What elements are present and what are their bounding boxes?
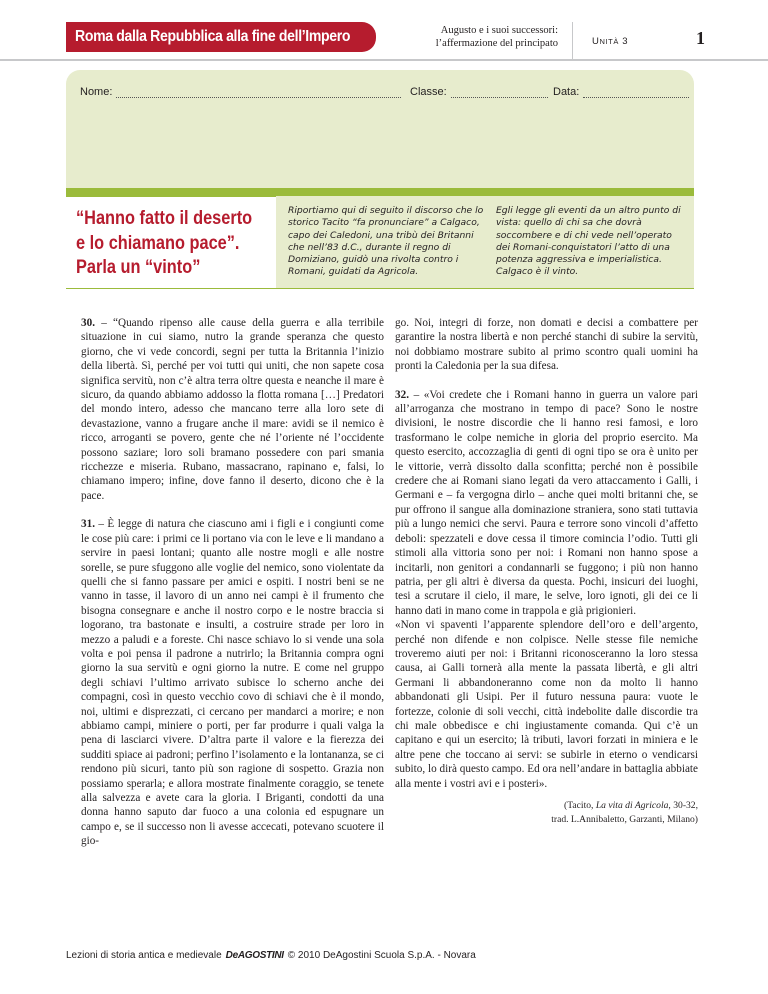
text-column-right [395,316,698,827]
nome-blank[interactable] [116,88,401,98]
title-rule [66,288,694,289]
page-number: 1 [696,28,705,48]
book-title: Roma dalla Repubblica alla fine dell’Impero [75,28,351,45]
publisher-logo: DeAGOSTINI [225,950,284,961]
footer-book-title: Lezioni di storia antica e medievale [66,950,222,961]
data-field[interactable] [553,86,689,98]
nome-field[interactable] [80,86,401,98]
classe-label: Classe: [410,86,447,98]
paragraph-31-continued: go. Noi, integri di forze, non domati e decisi a combattere per garantire la nostra libertà e non perché stanchi di subire la servitù, noi dobbiamo mostrare subito al primo scontro quali uomini ha pronti la Caledonia per la sua difesa. [395,317,698,373]
text-column-left [81,316,384,849]
paragraph-32-b: «Non vi spaventi l’apparente splendore dell’oro e dell’argento, perché non difende e non colpisce. Nelle stesse file nemiche troveremo aiuti per noi: i Britanni riconosceranno la loro stessa causa, ai Galli tornerà alla mente la passata libertà, e gli altri Germani li abbandoneranno come non da molto li hanno abbandonati gli Usipi. Per il futuro nessuna paura: vuote le fortezze, colonie di soli vecchi, città indebolite dalle discordie tra chi male obbedisce e chi ingiustamente comanda. Qui c’è un capitano e qui un esercito; là tributi, lavori forzati in miniera e le altre pene che toccano ai servi: se subirle in eterno o vendicarsi subito, lo dirà questo campo. Ed ora nell’andare in battaglia abbiate alla mente i vostri avi e i posteri». [395,619,698,790]
unit-label: UNITÀ 3 [592,36,629,47]
intro-text-1: Riportiamo qui di seguito il discorso che lo storico Tacito “fa pronunciare” a Calgaco, capo dei Caledoni, una tribù dei Britanni che nell’83 d.C., durante il regno di Domiziano, guidò una rivolta contro i Romani, guidati da Agricola. [288,205,484,278]
source-citation: (Tacito, La vita di Agricola, 30-32, trad. L.Annibaletto, Garzanti, Milano) [551,800,698,825]
classe-field[interactable] [410,86,548,98]
nome-label: Nome: [80,86,113,98]
data-blank[interactable] [583,88,689,98]
classe-blank[interactable] [451,88,548,98]
data-label: Data: [553,86,580,98]
paragraph-32: 32. – «Voi credete che i Romani hanno in guerra un valore pari all’arroganza che mostrano in tempo di pace? Sono le nostre divisioni, le nostre discordie che li hanno resi famosi, e loro trasformano le colpe nemiche in gloria del proprio esercito. Ma questo esercito, accozzaglia di genti di ogni tipo se ora è unito per le vittorie, verrà dissolto dalla sconfitta; perché non è possibile credere che ai Romani siano legati da vero attaccamento i Galli, i Germani e – fa vergogna dirlo – anche quei molti britanni che, se pur offrono il sangue alla dominazione straniera, sono stati tuttavia più a lungo nemici che servi. Paura e terrore sono vincoli d’affetto deboli: spezzateli e dove cessa il timore comincia l’odio. Tutti gli stimoli alla vittoria sono per noi: i Romani non hanno spose a incitarli, non genitori a condannarli se fuggono; i più non hanno patria, per gli altri è diversa da questa. Pochi, insicuri dei luoghi, tesi a scrutare il cielo, il mare, le selve, loro ignoti, gli dei ce li hanno dati in mano come in trappola e già prigionieri. [395,388,698,617]
footer [66,950,476,961]
chapter-subtitle: Augusto e i suoi successori: l’affermazione del principato [435,25,558,49]
intro-text-2: Egli legge gli eventi da un altro punto di vista: quello di chi sa che dovrà soccombere e di chi vede nell’operato dei Romani-conquistatori l’atto di una potenza aggressiva e imperialistica. Calgaco è il vinto. [496,205,681,278]
footer-copyright: © 2010 DeAgostini Scuola S.p.A. - Novara [287,950,476,961]
article-title: “Hanno fatto il deserto e lo chiamano pace”. Parla un “vinto” [76,208,253,278]
header-divider [572,22,573,59]
paragraph-31: 31. – È legge di natura che ciascuno ami i figli e i congiunti come le cose più care: i primi ce li portano via con le leve e li mandano a servire in paesi lontani; quanto alle nostre mogli e alle nostre sorelle, se pure sfuggono alle voglie del nemico, sono violentate da quelli che si fanno passare per amici e ospiti. I nostri beni se ne vanno in tasse, il lavoro di un anno nei campi è il frumento che bisogna consegnare e anche il nostro corpo e le nostre braccia si logorano, tra bastonate e insulti, a costruire strade per loro in mezzo a paludi e a foreste. Chi nasce schiavo lo si vende una sola volta e poi pensa il padrone a nutrirlo; la Britannia compra ogni giorno la sua servitù e ogni giorno la nutre. E come nel gruppo degli schiavi l’ultimo arrivato subisce lo scherno anche dei compagni, così in questo vecchio covo di schiavi che è il mondo, noi, ultimi e disprezzati, ci cercano per mandarci a morire; e non abbiamo campi, miniere o porti, per far produrre i quali valga la pena di lasciarci vivere. D’altra parte il valore e la fierezza dei sudditi spiace ai padroni; perfino l’isolamento e la lontananza, se ci rendono più sicuri, tanto più son ragione di sospetto. Grazia non possiamo sperarla; e allora mostrate finalmente coraggio, se tenete alla salvezza e avete cara la gloria. I Briganti, condotti da una donna hanno saputo dar fuoco a una colonia ed espugnare un campo e, se il successo non li avesse accecati, potevano scuotere il gio- [81,518,384,848]
header-rule [0,59,768,61]
book-title-badge [66,22,376,52]
paragraph-30: 30. – “Quando ripenso alle cause della guerra e alla terribile situazione in cui siamo, nutro la grande speranza che questo giorno, che vi vede concordi, segni per tutta la Britannia l’inizio della libertà. Sì, perché per voi tutti qui uniti, che non sapete cosa significa servitù, non c’è altra terra oltre questa e neanche il mare è sicuro, da quando abbiamo addosso la flotta romana […] Predatori del mondo intero, adesso che mancano terre alla loro sete di devastazione, vanno a frugare anche il mare: avidi se il nemico è ricco, arroganti se povero, gente che né l’oriente né l’occidente possono saziare; loro soli bramano possedere con pari smania ricchezze e miseria. Rubano, massacrano, rapinano e, falsi, lo chiamano impero; infine, dove fanno il deserto, dicono che è la pace. [81,317,384,502]
